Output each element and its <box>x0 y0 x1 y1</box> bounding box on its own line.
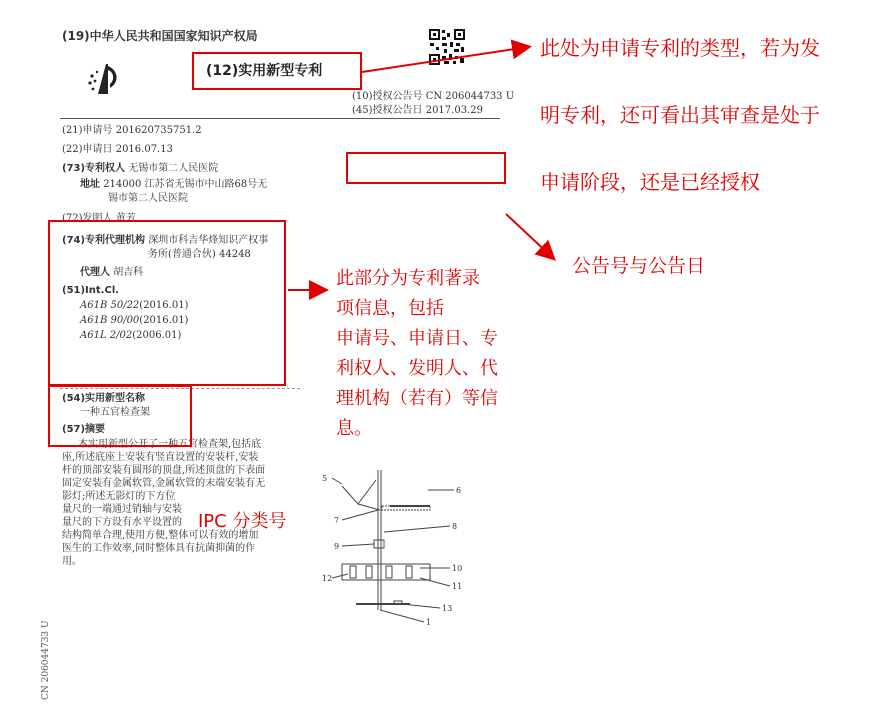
figure-label: 7 <box>334 516 340 525</box>
int-cl-label: (51)Int.Cl. <box>62 285 120 296</box>
abstract-line: 用。 <box>62 556 82 567</box>
abstract-line: 医生的工作效率,同时整体具有抗菌抑菌的作 <box>62 543 256 554</box>
office-name: (19)中华人民共和国国家知识产权局 <box>62 29 258 43</box>
application-number: (21)申请号 201620735751.2 <box>62 125 202 136</box>
application-date: (22)申请日 2016.07.13 <box>62 144 173 155</box>
bibliographic-note-line: 利权人、发明人、代 <box>336 358 498 379</box>
figure-label: 5 <box>322 474 328 483</box>
bibliographic-note <box>336 264 498 444</box>
figure-label: 11 <box>452 582 463 591</box>
patentee: 无锡市第二人民医院 <box>128 163 219 174</box>
grant-date: (45)授权公告日 2017.03.29 <box>352 105 483 116</box>
abstract-label: (57)摘要 <box>62 424 106 435</box>
abstract-line: 座,所述底座上安装有竖直设置的安装杆,安装 <box>62 452 259 463</box>
agency-line-2: 务所(普通合伙) 44248 <box>148 249 251 260</box>
abstract-line: 量尺的下方设有水平设置的 <box>62 517 182 528</box>
bibliographic-note-line: 此部分为专利著录 <box>336 268 480 289</box>
figure-label: 8 <box>452 522 458 531</box>
agent: 胡吉科 <box>113 267 144 278</box>
abstract-line: 本实用新型公开了一种五官检查架,包括底 <box>78 439 262 450</box>
ipc-code: A61B 90/00 <box>80 315 140 326</box>
ipc-note: IPC 分类号 <box>198 511 287 532</box>
figure-label: 10 <box>452 564 463 573</box>
agency-label: (74)专利代理机构 <box>62 235 146 246</box>
abstract-line: 杆的顶部安装有圆形的顶盘,所述顶盘的下表面 <box>62 465 266 476</box>
abstract-line: 结构简单合理,使用方便,整体可以有效的增加 <box>62 530 259 541</box>
ipc-year: (2016.01) <box>139 315 189 326</box>
address-line-1: 214000 江苏省无锡市中山路68号无 <box>103 179 268 190</box>
bibliographic-note-line: 申请号、申请日、专 <box>336 328 498 349</box>
bibliographic-note-line: 息。 <box>336 418 372 439</box>
ipc-year: (2006.01) <box>132 330 182 341</box>
abstract-line: 影灯;所述无影灯的下方位 <box>62 491 176 502</box>
inventor: (72)发明人 黄芳 <box>62 213 136 224</box>
ipc-code: A61L 2/02 <box>80 330 133 341</box>
publication-note: 公告号与公告日 <box>572 255 706 277</box>
patentee-label: (73)专利权人 <box>62 163 126 174</box>
address-label: 地址 <box>80 179 100 190</box>
abstract-line: 固定安装有金属软管,金属软管的末端安装有无 <box>62 478 266 489</box>
type-note-line: 明专利，还可看出其审查是处于 <box>540 103 820 127</box>
abstract-line: 量尺的一端通过销轴与安装 <box>62 504 182 515</box>
side-publication-number: CN 206044733 U <box>41 620 51 700</box>
agent-label: 代理人 <box>80 267 110 278</box>
figure-label: 1 <box>426 618 432 627</box>
utility-model-name: 一种五官检查架 <box>80 407 150 418</box>
bibliographic-note-line: 项信息，包括 <box>336 298 444 319</box>
type-note-line: 此处为申请专利的类型，若为发 <box>540 36 820 60</box>
figure-label: 9 <box>334 542 340 551</box>
address-line-2: 锡市第二人民医院 <box>108 193 188 204</box>
figure-label: 12 <box>322 574 333 583</box>
ipc-code: A61B 50/22 <box>80 300 140 311</box>
agency-line-1: 深圳市科吉华烽知识产权事 <box>148 235 269 246</box>
bibliographic-note-line: 理机构（若有）等信 <box>336 388 498 409</box>
ipc-year: (2016.01) <box>139 300 189 311</box>
type-note-line: 申请阶段，还是已经授权 <box>540 170 760 194</box>
title-label: (54)实用新型名称 <box>62 393 146 404</box>
figure-label: 6 <box>456 486 462 495</box>
grant-number: (10)授权公告号 CN 206044733 U <box>352 91 515 102</box>
patent-type: (12)实用新型专利 <box>206 63 323 79</box>
figure-label: 13 <box>442 604 453 613</box>
